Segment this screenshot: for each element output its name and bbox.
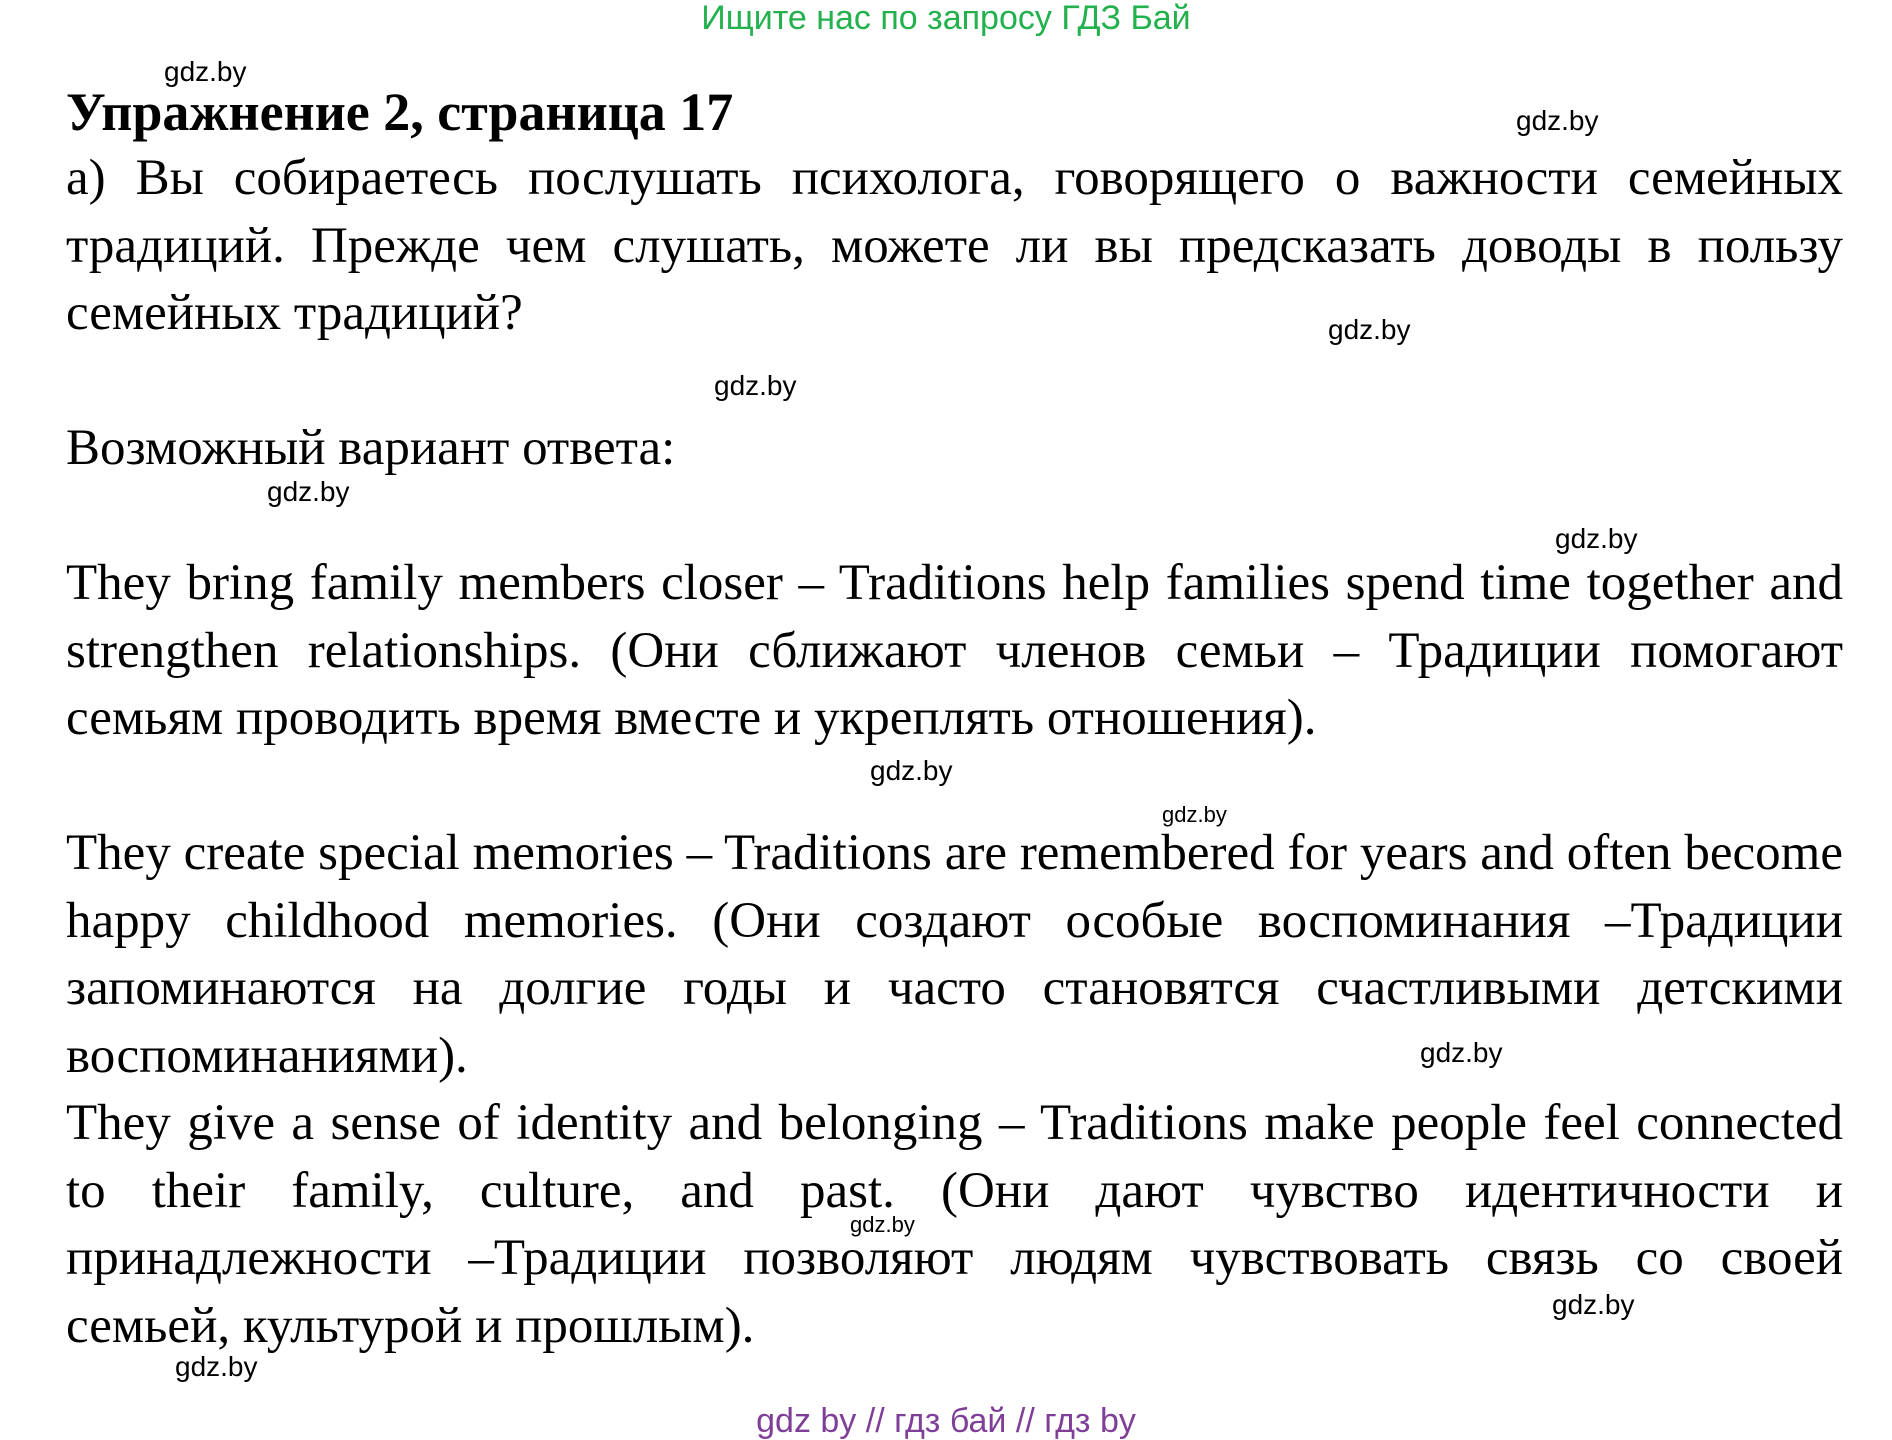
answer-paragraph-3: They give a sense of identity and belonging – Traditions make people feel connected to their family, culture, and past. (Они дают чувство идентичности и принадлежности –Традиции позволяют людям чувствовать связь со своей семьей, культурой и прошлым).: [66, 1095, 1843, 1354]
top-banner: Ищите нас по запросу ГДЗ Бай: [701, 0, 1191, 37]
answer-paragraph-2: They create special memories – Traditions are remembered for years and often become happy childhood memories. (Они создают особые воспоминания –Традиции запоминаются на долгие годы и часто становятся счастливыми детскими воспоминаниями).: [66, 825, 1843, 1084]
footer-watermark: gdz by // гдз бай // гдз by: [756, 1402, 1136, 1440]
watermark: gdz.by: [870, 755, 953, 786]
answer-paragraph-1: They bring family members closer – Traditions help families spend time together and strengthen relationships. (Они сближают членов семьи – Традиции помогают семьям проводить время вместе и укреплять отношения).: [66, 555, 1843, 746]
watermark: gdz.by: [850, 1212, 915, 1237]
watermark: gdz.by: [1162, 802, 1227, 827]
watermark: gdz.by: [267, 476, 350, 507]
watermark: gdz.by: [175, 1351, 258, 1382]
watermark: gdz.by: [164, 56, 247, 87]
watermark: gdz.by: [1555, 523, 1638, 554]
page-title: Упражнение 2, страница 17: [66, 82, 734, 142]
watermark: gdz.by: [714, 370, 797, 401]
question-text: а) Вы собираетесь послушать психолога, говорящего о важности семейных традиций. Прежде чем слушать, можете ли вы предсказать доводы в пользу семейных традиций?: [66, 150, 1843, 341]
answer-label: Возможный вариант ответа:: [66, 420, 676, 476]
watermark: gdz.by: [1328, 314, 1411, 345]
watermark: gdz.by: [1516, 105, 1599, 136]
watermark: gdz.by: [1552, 1289, 1635, 1320]
watermark: gdz.by: [1420, 1037, 1503, 1068]
